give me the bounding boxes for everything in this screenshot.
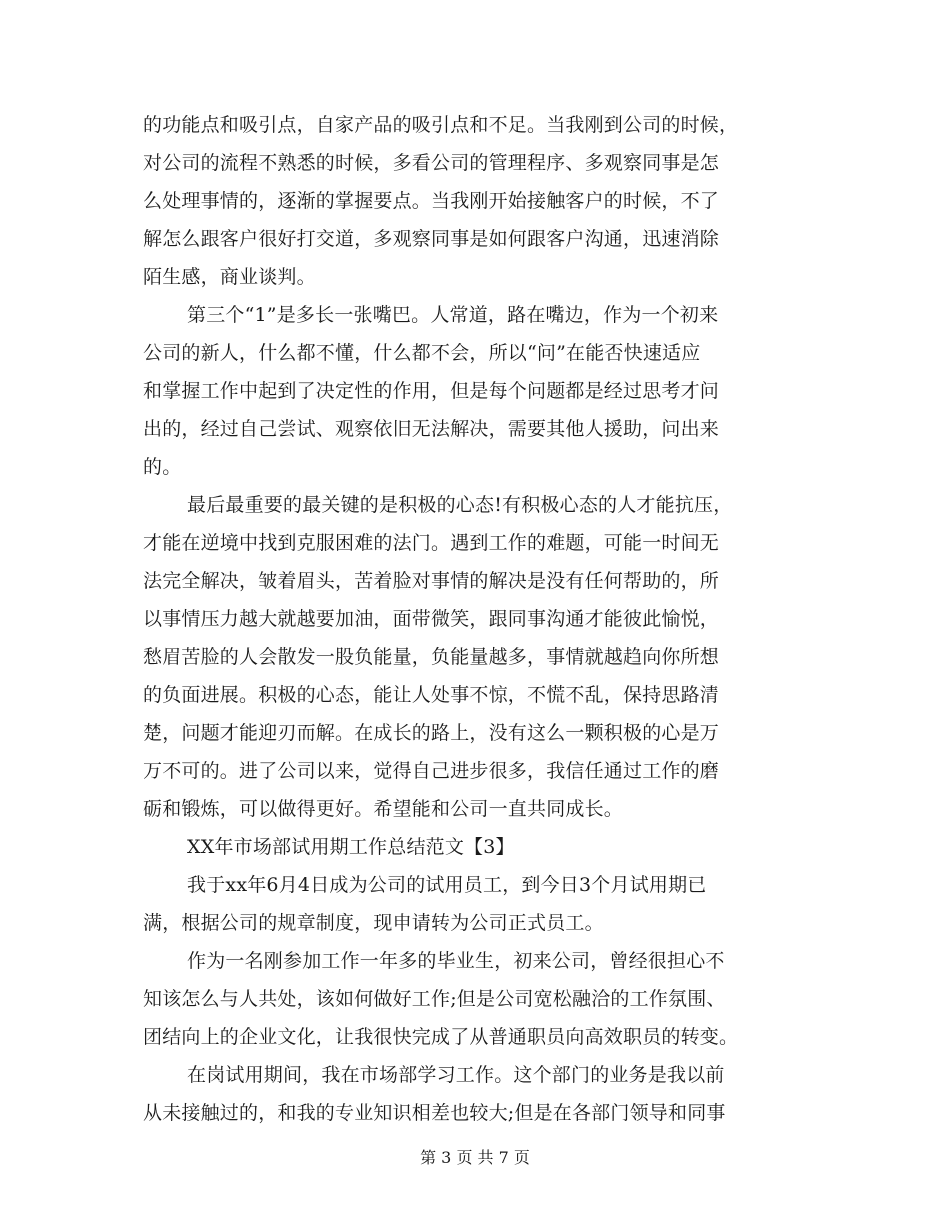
text-line: 团结向上的企业文化，让我很快完成了从普通职员向高效职员的转变。 (143, 1026, 739, 1048)
text-line: 第三个“1”是多长一张嘴巴。人常道，路在嘴边，作为一个初来 (187, 304, 719, 326)
text-line: 作为一名刚参加工作一年多的毕业生，初来公司，曾经很担心不 (187, 950, 725, 972)
text-line: 楚，问题才能迎刃而解。在成长的路上，没有这么一颗积极的心是万 (143, 722, 720, 744)
text-line: 解怎么跟客户很好打交道，多观察同事是如何跟客户沟通，迅速消除 (143, 228, 720, 250)
text-line: 才能在逆境中找到克服困难的法门。遇到工作的难题，可能一时间无 (143, 532, 720, 554)
text-line: 万不可的。进了公司以来，觉得自己进步很多，我信任通过工作的磨 (143, 760, 720, 782)
text-line: 在岗试用期间，我在市场部学习工作。这个部门的业务是我以前 (187, 1064, 725, 1086)
text-line: 从未接触过的，和我的专业知识相差也较大;但是在各部门领导和同事 (143, 1102, 726, 1124)
page-footer: 第 3 页 共 7 页 (420, 1148, 530, 1167)
text-line: 的。 (143, 456, 182, 478)
text-line: 满，根据公司的规章制度，现申请转为公司正式员工。 (143, 912, 604, 934)
text-line: 的负面进展。积极的心态，能让人处事不惊，不慌不乱，保持思路清 (143, 684, 720, 706)
text-line: 和掌握工作中起到了决定性的作用，但是每个问题都是经过思考才问 (143, 380, 720, 402)
text-line: 最后最重要的最关键的是积极的心态!有积极心态的人才能抗压， (187, 494, 733, 516)
text-line: 砺和锻炼，可以做得更好。希望能和公司一直共同成长。 (143, 798, 624, 820)
text-line: 法完全解决，皱着眉头，苦着脸对事情的解决是没有任何帮助的，所 (143, 570, 720, 592)
text-line: 知该怎么与人共处，该如何做好工作;但是公司宽松融洽的工作氛围、 (143, 988, 726, 1010)
text-line: 陌生感，商业谈判。 (143, 266, 316, 288)
text-line: 公司的新人，什么都不懂，什么都不会，所以“问”在能否快速适应 (143, 342, 701, 364)
text-line: 愁眉苦脸的人会散发一股负能量，负能量越多，事情就越趋向你所想 (143, 646, 720, 668)
text-line: XX年市场部试用期工作总结范文【3】 (187, 836, 515, 858)
text-line: 对公司的流程不熟悉的时候，多看公司的管理程序、多观察同事是怎 (143, 152, 720, 174)
text-line: 以事情压力越大就越要加油，面带微笑，跟同事沟通才能彼此愉悦， (143, 608, 720, 630)
text-line: 出的，经过自己尝试、观察依旧无法解决，需要其他人援助，问出来 (143, 418, 720, 440)
document-body (143, 106, 808, 1132)
text-line: 我于xx年6月4日成为公司的试用员工，到今日3个月试用期已 (187, 874, 707, 896)
text-line: 么处理事情的，逐渐的掌握要点。当我刚开始接触客户的时候，不了 (143, 190, 720, 212)
text-line: 的功能点和吸引点，自家产品的吸引点和不足。当我刚到公司的时候， (143, 114, 739, 136)
